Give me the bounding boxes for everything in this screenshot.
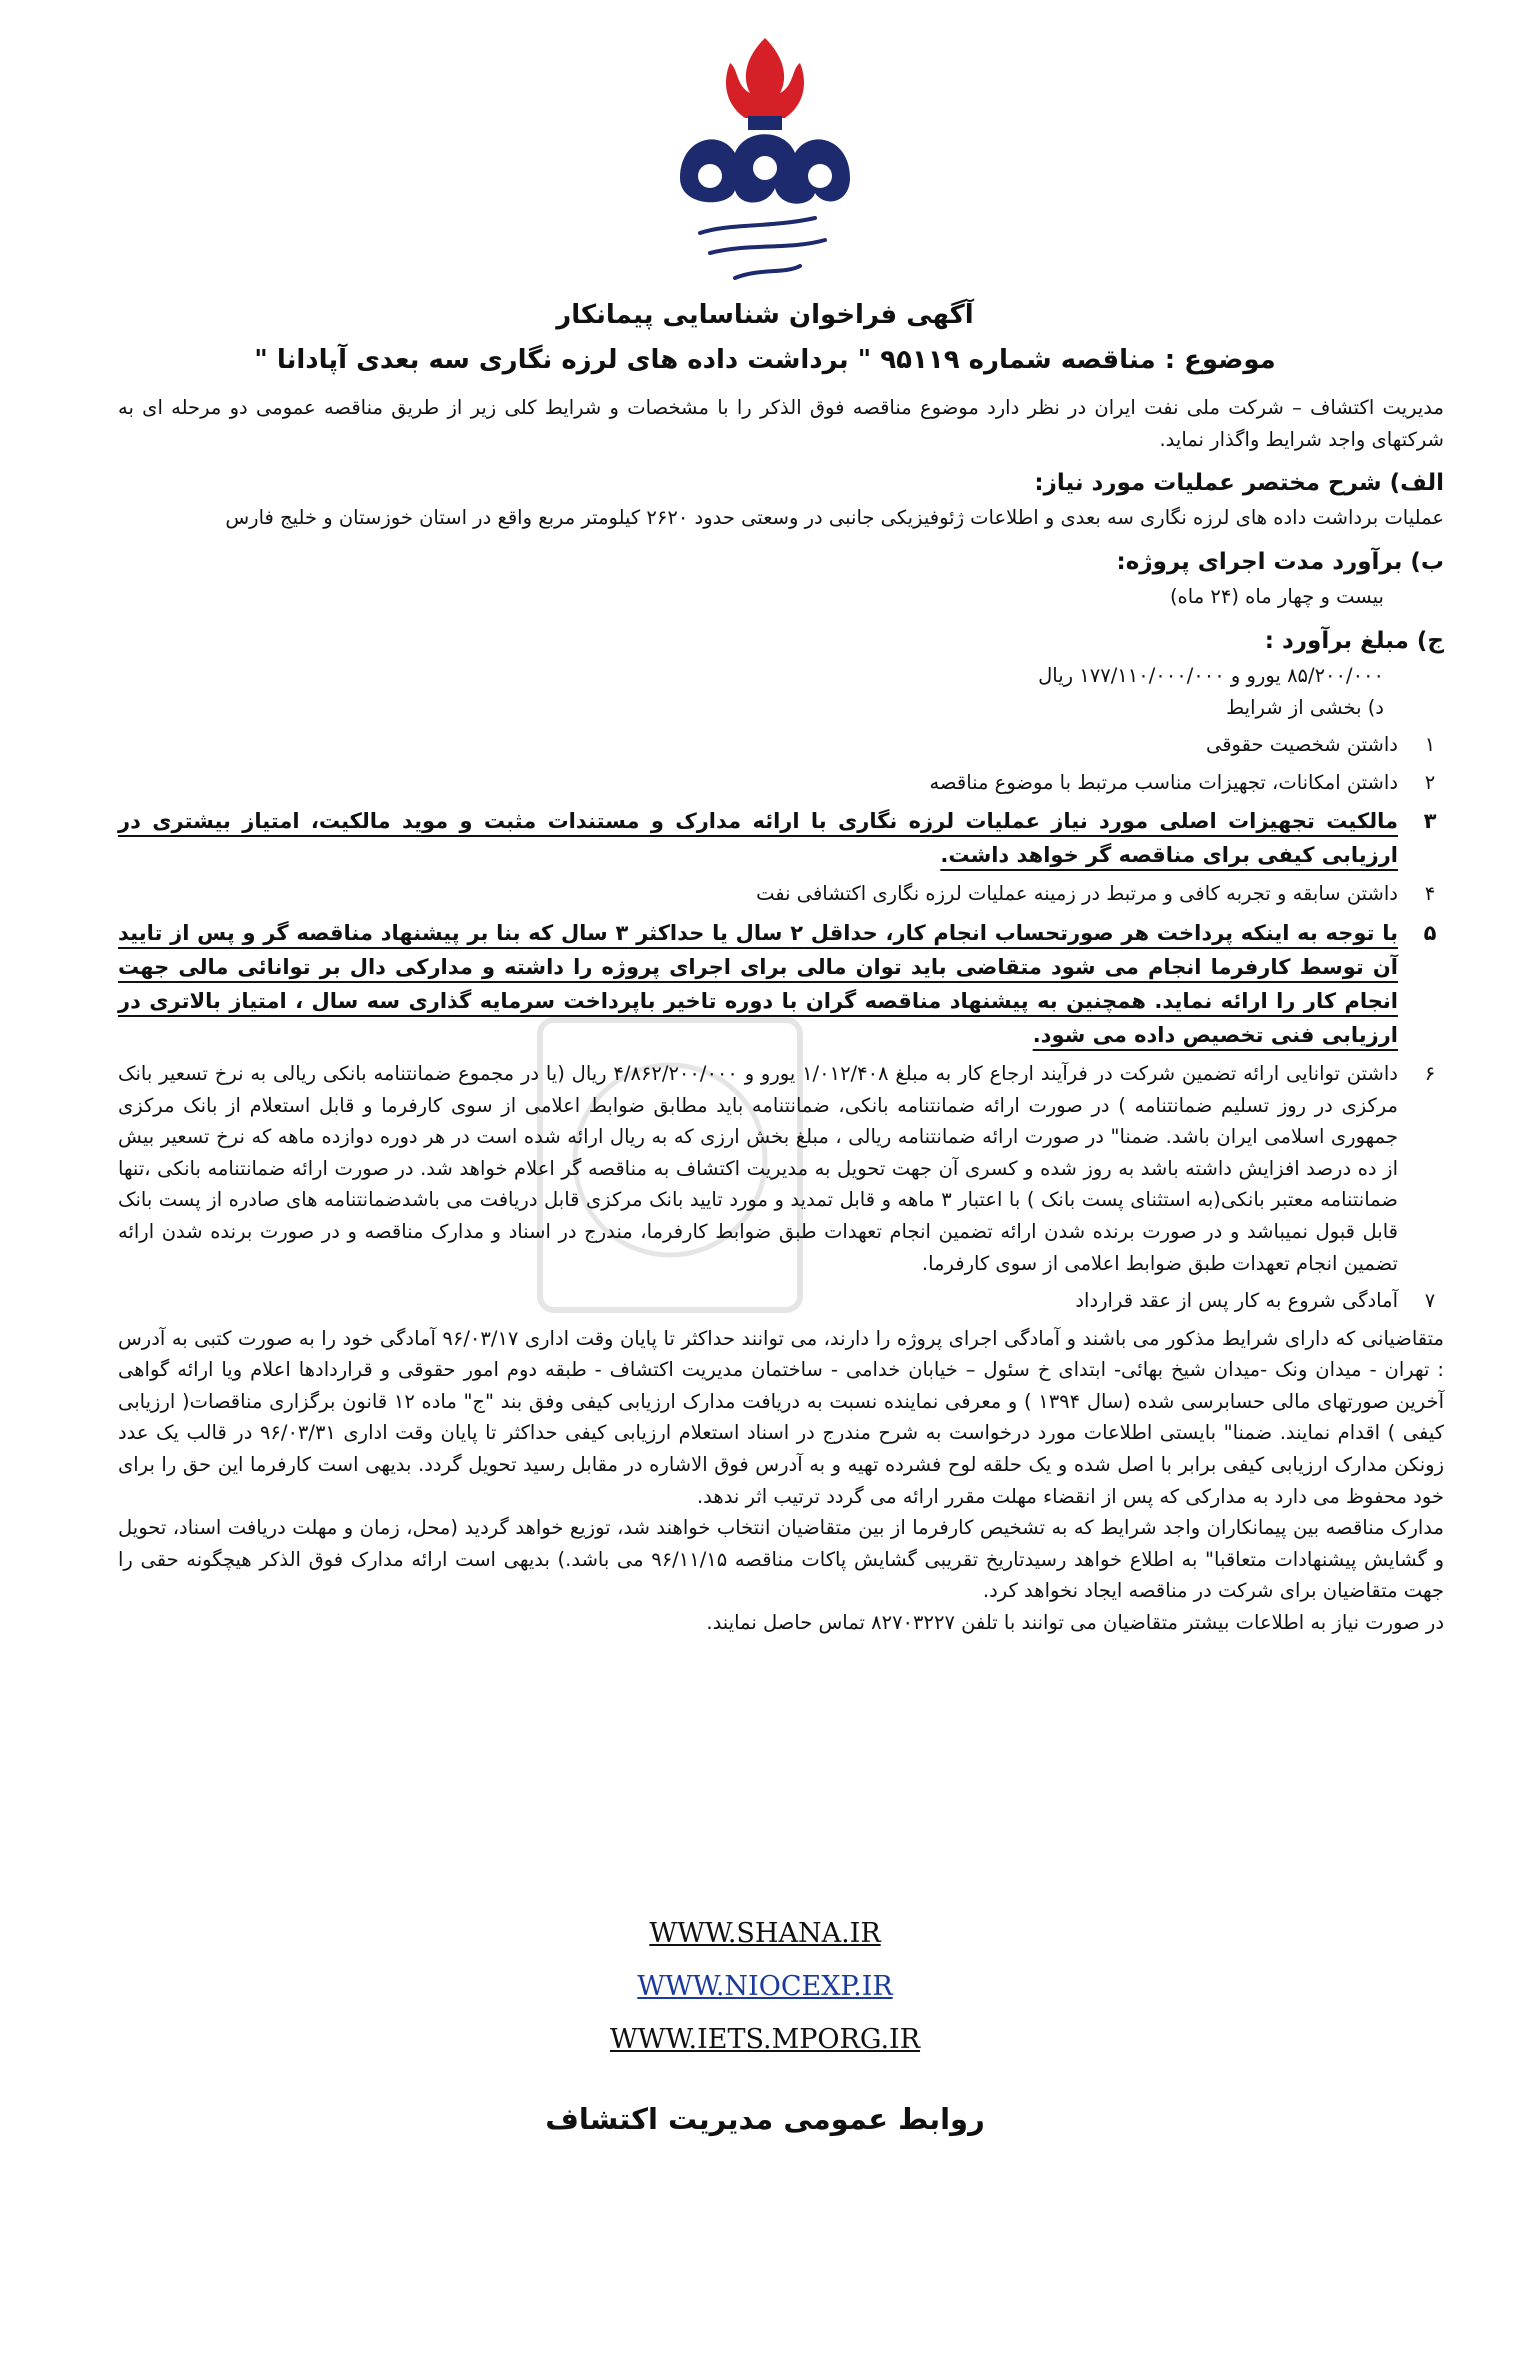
condition-item: [118, 916, 1444, 1052]
nioc-flame-logo-icon: [650, 28, 880, 298]
iets-link[interactable]: WWW.IETS.MPORG.IR: [609, 2024, 921, 2055]
condition-text: با توجه به اینکه پرداخت هر صورتحساب انجام کار، حداقل ۲ سال یا حداکثر ۳ سال که بنا بر پیشنهاد مناقصه گر و پس از تایید آن توسط کارفرما انجام می شود متقاضی باید توان مالی برای اجرای پروژه را داشته و مدارکی دال بر توانائی مالی جهت انجام کار را ارائه نماید. همچنین به پیشنهاد مناقصه گران با دوره تاخیر باپرداخت سرمایه گذاری سه سال ، امتیاز بالاتری در ارزیابی فنی تخصیص داده می شود.: [118, 920, 1399, 1048]
condition-text: آمادگی شروع به کار پس از عقد قرارداد: [1075, 1289, 1398, 1313]
public-relations-signature: روابط عمومی مدیریت اکتشاف: [545, 2102, 985, 2136]
condition-number: ۳: [1423, 809, 1437, 834]
contact-paragraph: در صورت نیاز به اطلاعات بیشتر متقاضیان می توانند با تلفن ۸۲۷۰۳۲۲۷ تماس حاصل نمایند.: [706, 1610, 1444, 1634]
section-d-heading: د) بخشی از شرایط: [1226, 695, 1384, 719]
nioc-logo: [650, 28, 880, 298]
condition-item: [118, 804, 1444, 872]
condition-item: [118, 878, 1444, 910]
condition-text: داشتن توانایی ارائه تضمین شرکت در فرآیند ارجاع کار به مبلغ ۱/۰۱۲/۴۰۸ یورو و ۴/۸۶۲/۲۰۰/۰۰۰ ریال (یا در مجموع ضمانتنامه بانکی ریالی به نرخ تسعیر بانک مرکزی در روز تسلیم ضمانتنامه ) در صورت ارائه ضمانتنامه بانکی، ضمانتنامه باید مطابق ضوابط اعلامی از سوی کارفرما و قابل استعلام از بانک مرکزی جمهوری اسلامی ایران باشد. ضمنا" در صورت ارائه ضمانتنامه ریالی ، مبلغ بخش ارزی که به ریال ارائه شده است در هر دوره دوازده ماهه که نرخ تسعیر بیش از ده درصد افزایش داشته باشد به روز شده و کسری آن جهت تحویل به مدیریت اکتشاف به مناقصه گر اعلام خواهد شد. در صورت ارائه ضمانتنامه بانکی ،تنها ضمانتنامه معتبر بانکی(به استثنای پست بانک ) با اعتبار ۳ ماهه و قابل تمدید و مورد تایید بانک مرکزی قابل دریافت می باشدضمانتنامه های صادره از پست بانک قابل قبول نمیباشد و در صورت برنده شدن ارائه تضمین انجام تعهدات طبق ضوابط کارفرما، مندرج در اسناد و مدارک مناقصه و در صورت برنده شدن ارائه تضمین انجام تعهدات طبق ضوابط اعلامی از سوی کارفرما.: [118, 1062, 1398, 1275]
documents-paragraph: مدارک مناقصه بین پیمانکاران واجد شرایط که به تشخیص کارفرما از بین متقاضیان انتخاب خواهند شد، توزیع خواهد گردید (محل، زمان و مهلت دریافت اسناد، تحویل و گشایش پیشنهادات متعاقبا" به اطلاع خواهد رسیدتاریخ تقریبی گشایش پاکات مناقصه ۹۶/۱۱/۱۵ می باشد.) بدیهی است ارائه مدارک فوق الذکر هیچگونه حقی را جهت متقاضیان برای شرکت در مناقصه ایجاد نخواهد کرد.: [118, 1516, 1444, 1603]
website-links: [0, 1918, 1530, 2077]
condition-number: ۴: [1424, 882, 1436, 906]
intro-paragraph: مدیریت اکتشاف – شرکت ملی نفت ایران در نظر دارد موضوع مناقصه فوق الذکر را با مشخصات و شرایط کلی زیر از طریق مناقصه عمومی دو مرحله ای به شرکتهای واجد شرایط واگذار نماید.: [118, 396, 1444, 451]
condition-item: [118, 1285, 1444, 1317]
notice-body: [118, 392, 1444, 1638]
section-c-text: ۸۵/۲۰۰/۰۰۰ یورو و ۱۷۷/۱۱۰/۰۰۰/۰۰۰ ریال: [1038, 664, 1384, 688]
condition-number: ۶: [1424, 1062, 1436, 1086]
condition-item: [118, 767, 1444, 799]
notice-subject: موضوع : مناقصه شماره ۹۵۱۱۹ " برداشت داده های لرزه نگاری سه بعدی آپادانا ": [254, 345, 1276, 375]
condition-number: ۱: [1424, 733, 1436, 757]
section-a-text: عملیات برداشت داده های لرزه نگاری سه بعدی و اطلاعات ژئوفیزیکی جانبی در وسعتی حدود ۲۶۲۰ کیلومتر مربع واقع در استان خوزستان و خلیج فارس: [225, 506, 1444, 530]
condition-number: ۲: [1424, 770, 1436, 794]
condition-text: داشتن شخصیت حقوقی: [1205, 733, 1398, 757]
section-b-heading: ب) برآورد مدت اجرای پروژه:: [1116, 548, 1444, 575]
section-b-text: بیست و چهار ماه (۲۴ ماه): [1169, 585, 1384, 609]
notice-title: آگهی فراخوان شناسایی پیمانکار: [556, 300, 974, 330]
condition-text: داشتن امکانات، تجهیزات مناسب مرتبط با موضوع مناقصه: [929, 770, 1398, 794]
condition-text: مالکیت تجهیزات اصلی مورد نیاز عملیات لرزه نگاری با ارائه مدارک و مستندات مثبت و موید مالکیت، امتیاز بیشتری در ارزیابی کیفی برای مناقصه گر خواهد داشت.: [118, 809, 1398, 868]
applicants-paragraph: متقاضیانی که دارای شرایط مذکور می باشند و آمادگی اجرای پروژه را دارند، می توانند حداکثر تا پایان وقت اداری ۹۶/۰۳/۱۷ آمادگی خود را به صورت کتبی به آدرس : تهران - میدان ونک -میدان شیخ بهائی- ابتدای خ سئول – خیابان خدامی - ساختمان مدیریت اکتشاف - طبقه دوم امور حقوقی و قراردادها اعلام ویا ارائه گواهی آخرین صورتهای مالی حسابرسی شده (سال ۱۳۹۴ ) و معرفی نماینده نسبت به دریافت مدارک ارزیابی کیفی وفق بند "ج" ماده ۱۲ قانون برگزاری مناقصات( ارزیابی کیفی ) اقدام نمایند. ضمنا" بایستی اطلاعات مورد درخواست به شرح مندرج در اسناد استعلام ارزیابی کیفی حداکثر تا پایان وقت اداری ۹۶/۰۳/۳۱ در قالب یک عدد زونکن مدارک ارزیابی کیفی برابر با اصل شده و یک حلقه لوح فشرده تهیه و به آدرس فوق الاشاره در مقابل رسید تحویل گردد. بدیهی است کارفرما این حق را برای خود محفوظ می دارد به مدارکی که پس از انقضاء مهلت مقرر ارائه می گردد ترتیب اثر ندهد.: [118, 1326, 1444, 1508]
section-a-heading: الف) شرح مختصر عملیات مورد نیاز:: [1034, 470, 1444, 497]
condition-number: ۷: [1424, 1289, 1436, 1313]
condition-item: [118, 1058, 1444, 1279]
niocexp-link[interactable]: WWW.NIOCEXP.IR: [637, 1971, 893, 2002]
condition-item: [118, 729, 1444, 761]
shana-link[interactable]: WWW.SHANA.IR: [649, 1918, 881, 1949]
condition-number: ۵: [1423, 920, 1437, 945]
condition-text: داشتن سابقه و تجربه کافی و مرتبط در زمینه عملیات لرزه نگاری اکتشافی نفت: [756, 882, 1398, 906]
section-c-heading: ج) مبلغ برآورد :: [1264, 627, 1444, 654]
